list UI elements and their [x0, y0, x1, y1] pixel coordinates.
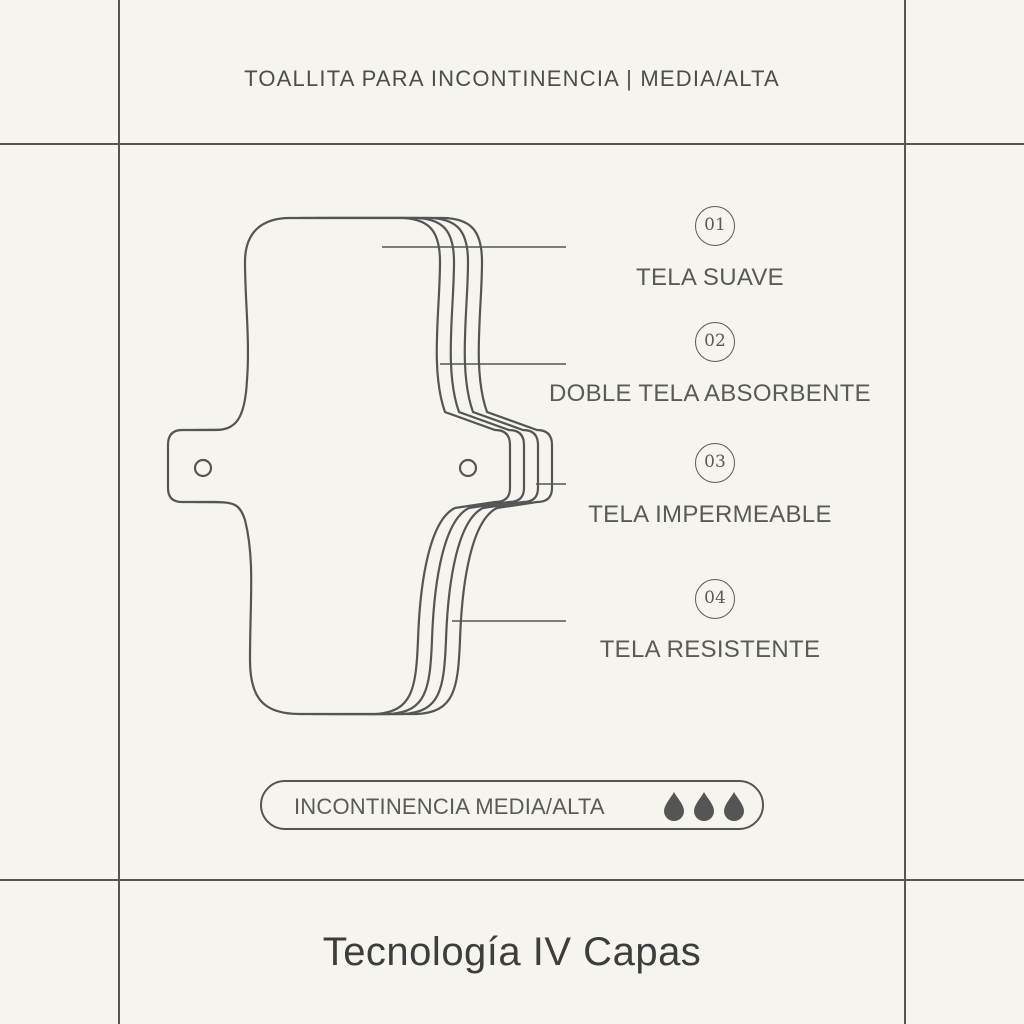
water-drop-icon — [694, 792, 714, 821]
layer-label-02: DOBLE TELA ABSORBENTE — [549, 380, 871, 407]
badge-text: INCONTINENCIA MEDIA/ALTA — [294, 794, 605, 819]
layer-number-04: 04 — [695, 579, 735, 619]
layer-number-02: 02 — [695, 322, 735, 362]
absorbency-badge — [260, 780, 764, 830]
page-title: TOALLITA PARA INCONTINENCIA | MEDIA/ALTA — [244, 66, 780, 91]
layer-label-01: TELA SUAVE — [636, 264, 784, 291]
drops-group — [662, 790, 746, 822]
water-drop-icon — [724, 792, 744, 821]
footer-title: Tecnología IV Capas — [322, 930, 702, 974]
water-drop-icon — [664, 792, 684, 821]
layer-number-03: 03 — [695, 443, 735, 483]
layer-number-01: 01 — [695, 206, 735, 246]
layer-label-04: TELA RESISTENTE — [599, 636, 821, 663]
layer-label-03: TELA IMPERMEABLE — [588, 501, 832, 528]
